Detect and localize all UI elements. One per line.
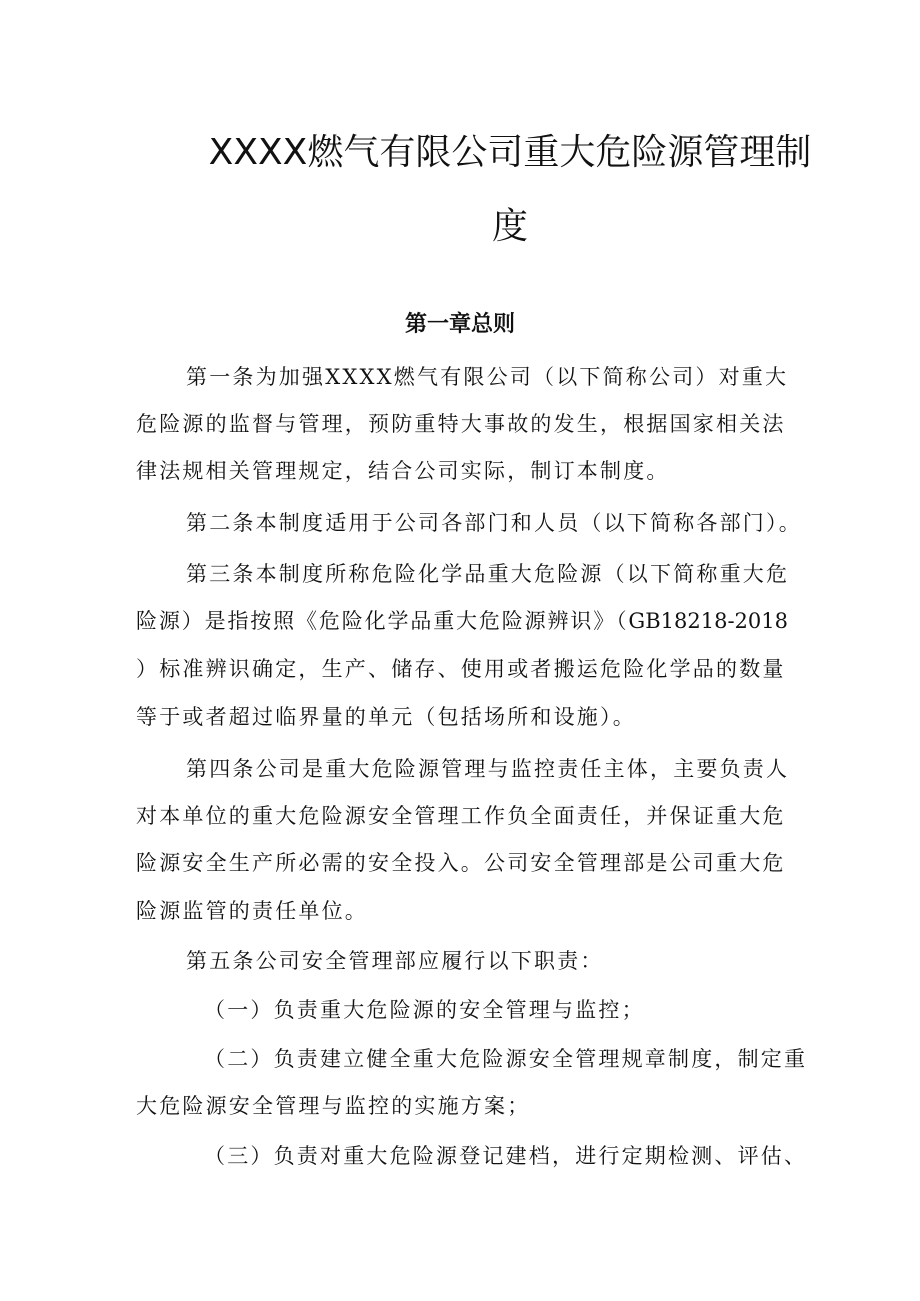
- article-5-line-1: 第五条公司安全管理部应履行以下职责：: [186, 949, 604, 973]
- article-4-line-1: 第四条公司是重大危险源管理与监控责任主体，主要负责人: [186, 757, 790, 781]
- article-3-line-2: 险源）是指按照《危险化学品重大危险源辨识》（GB18218-2018: [136, 609, 788, 633]
- chapter-heading: 第一章总则: [404, 312, 515, 337]
- article-4-line-3: 险源安全生产所必需的安全投入。公司安全管理部是公司重大危: [136, 851, 786, 875]
- article-5-item-2-line-2: 大危险源安全管理与监控的实施方案；: [136, 1094, 531, 1118]
- document-title-line-2: 度: [491, 206, 528, 247]
- article-3-line-3: ）标准辨识确定，生产、储存、使用或者搬运危险化学品的数量: [136, 657, 786, 681]
- article-5-item-2-line-1: （二）负责建立健全重大危险源安全管理规章制度，制定重: [204, 1047, 808, 1071]
- article-4-line-4: 险源监管的责任单位。: [136, 899, 368, 923]
- article-2-line-1: 第二条本制度适用于公司各部门和人员（以下简称各部门）。: [186, 511, 802, 535]
- article-1-line-1: 第一条为加强XXXX燃气有限公司（以下简称公司）对重大: [186, 365, 789, 389]
- document-title-line-1: XXXX燃气有限公司重大危险源管理制: [208, 132, 812, 173]
- article-3-line-1: 第三条本制度所称危险化学品重大危险源（以下简称重大危: [186, 562, 790, 586]
- article-5-item-3-line-1: （三）负责对重大危险源登记建档，进行定期检测、评估、: [204, 1144, 808, 1168]
- article-3-line-4: 等于或者超过临界量的单元（包括场所和设施）。: [136, 705, 636, 729]
- article-5-item-1: （一）负责重大危险源的安全管理与监控；: [204, 998, 645, 1022]
- article-4-line-2: 对本单位的重大危险源安全管理工作负全面责任，并保证重大危: [136, 804, 786, 828]
- article-1-line-3: 律法规相关管理规定，结合公司实际，制订本制度。: [136, 459, 670, 483]
- article-1-line-2: 危险源的监督与管理，预防重特大事故的发生，根据国家相关法: [136, 412, 786, 436]
